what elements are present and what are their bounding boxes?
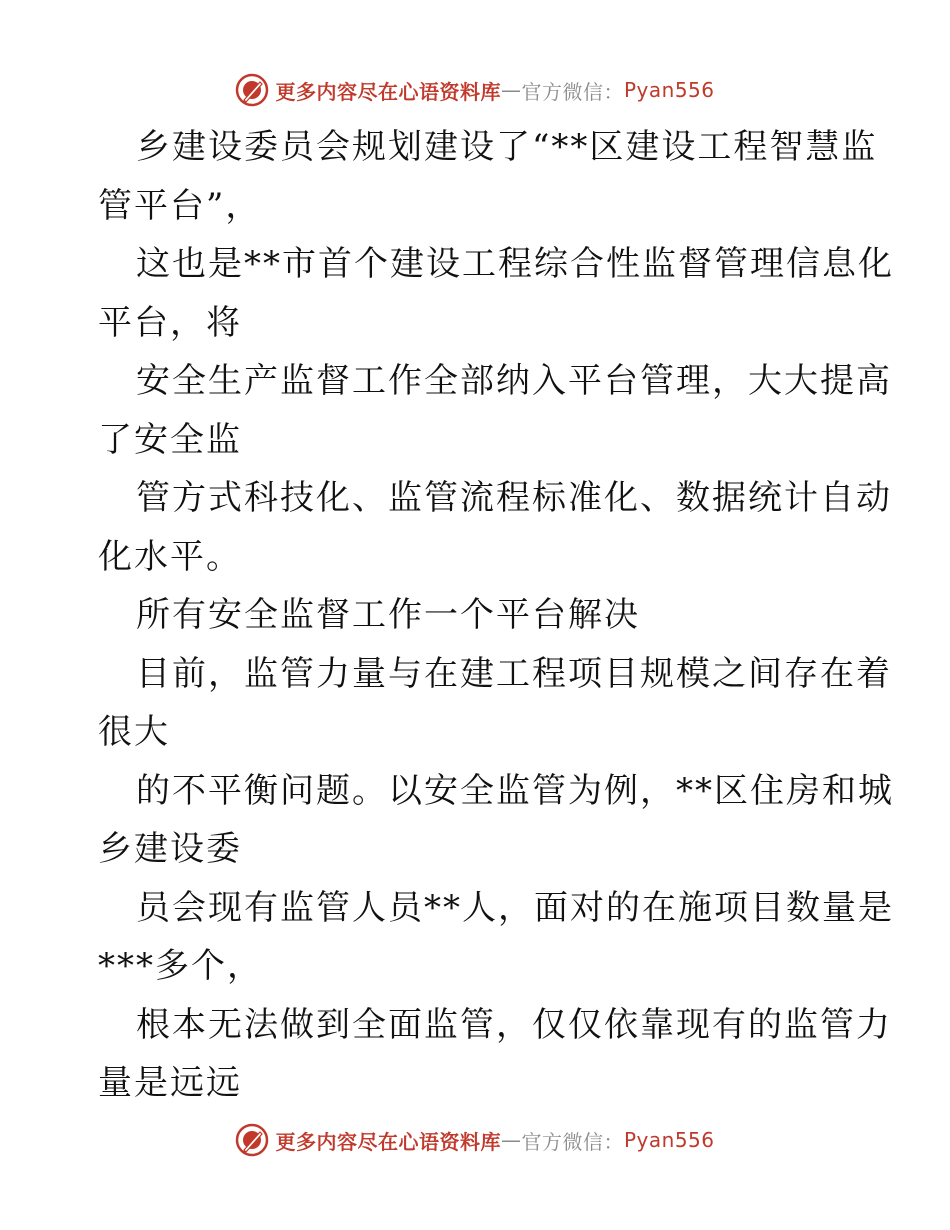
text-line: 这也是**市首个建设工程综合性监督管理信息化	[136, 244, 894, 284]
text-line: 平台，将	[98, 302, 242, 343]
watermark-brand: 更多内容尽在心语资料库	[275, 1129, 501, 1154]
text-line: ***多个，	[98, 946, 263, 986]
text-line: 了安全监	[98, 419, 242, 460]
header-watermark	[0, 70, 950, 110]
watermark-wechat-id: Pyan556	[623, 78, 715, 102]
watermark-separator: —	[500, 78, 522, 102]
text-line: 员会现有监管人员**人，面对的在施项目数量是	[136, 887, 894, 928]
watermark-wechat-label: 官方微信：	[521, 1129, 624, 1154]
watermark-brand: 更多内容尽在心语资料库	[275, 79, 501, 104]
text-line: 安全生产监督工作全部纳入平台管理，大大提高	[136, 361, 892, 401]
text-line: 根本无法做到全面监管，仅仅依靠现有的监管力	[136, 1004, 892, 1045]
text-line: 所有安全监督工作一个平台解决	[136, 595, 640, 635]
text-line: 的不平衡问题。以安全监管为例，**区住房和城	[136, 770, 894, 811]
document-body	[98, 118, 894, 1113]
text-line: 乡建设委	[98, 829, 242, 869]
text-line: 管平台”，	[98, 185, 262, 226]
text-line: 化水平。	[98, 536, 242, 577]
text-line: 目前，监管力量与在建工程项目规模之间存在着	[136, 653, 892, 694]
pen-logo-icon	[235, 1123, 269, 1157]
watermark-text	[275, 1126, 714, 1155]
watermark-wechat-label: 官方微信：	[521, 79, 624, 104]
text-line: 很大	[98, 712, 170, 752]
pen-logo-icon	[235, 73, 269, 107]
text-line: 量是远远	[98, 1063, 242, 1103]
text-line: 管方式科技化、监管流程标准化、数据统计自动	[136, 478, 892, 518]
text-line: 乡建设委员会规划建设了“**区建设工程智慧监	[136, 127, 878, 167]
watermark-text	[275, 76, 714, 105]
watermark-separator: —	[500, 1128, 522, 1152]
footer-watermark	[0, 1120, 950, 1160]
watermark-wechat-id: Pyan556	[623, 1128, 715, 1152]
